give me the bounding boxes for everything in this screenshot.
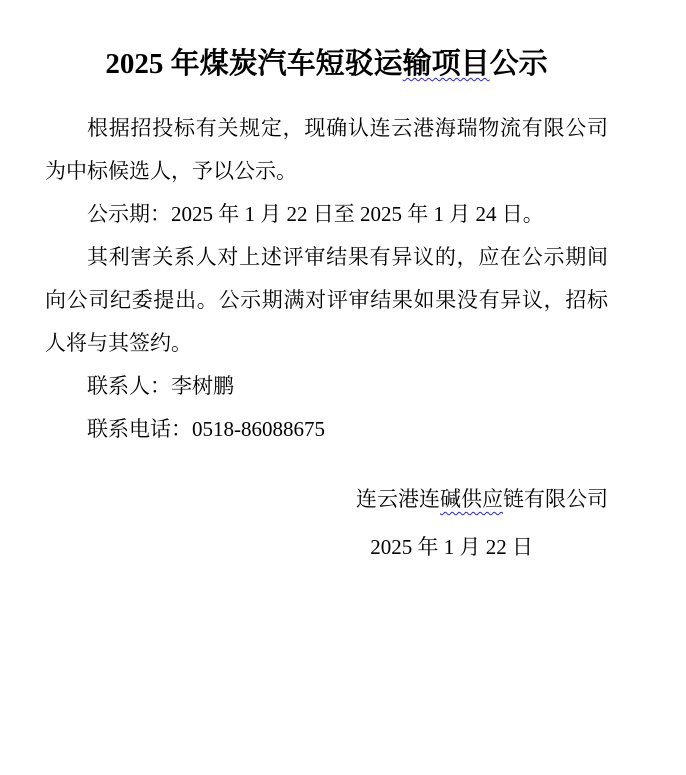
title-text-spellcheck-marked: 输项目 xyxy=(402,48,490,80)
signature-date: 2025 年 1 月 22 日 xyxy=(370,535,533,559)
title-text-post: 公示 xyxy=(489,48,548,80)
title-text-pre: 2025 年煤炭汽车短驳运 xyxy=(105,48,403,80)
paragraph-publicity-period: 公示期：2025 年 1 月 22 日至 2025 年 1 月 24 日。 xyxy=(87,202,544,226)
announcement-document-page xyxy=(0,44,686,775)
company-name-spellcheck-marked: 碱供应 xyxy=(440,487,503,511)
contact-person-line: 联系人：李树鹏 xyxy=(87,374,234,398)
document-title xyxy=(45,44,608,84)
signature-company-name xyxy=(45,478,608,521)
company-name-post: 链有限公司 xyxy=(503,487,608,511)
company-name-pre: 连云港连 xyxy=(356,487,440,511)
contact-phone-line: 联系电话：0518-86088675 xyxy=(87,417,325,441)
paragraph-objection-instructions: 其利害关系人对上述评审结果有异议的，应在公示期间向公司纪委提出。公示期满对评审结果如果没有异议，招标人将与其签约。 xyxy=(45,245,608,355)
paragraph-winner-confirmation: 根据招投标有关规定，现确认连云港海瑞物流有限公司为中标候选人，予以公示。 xyxy=(45,116,608,183)
